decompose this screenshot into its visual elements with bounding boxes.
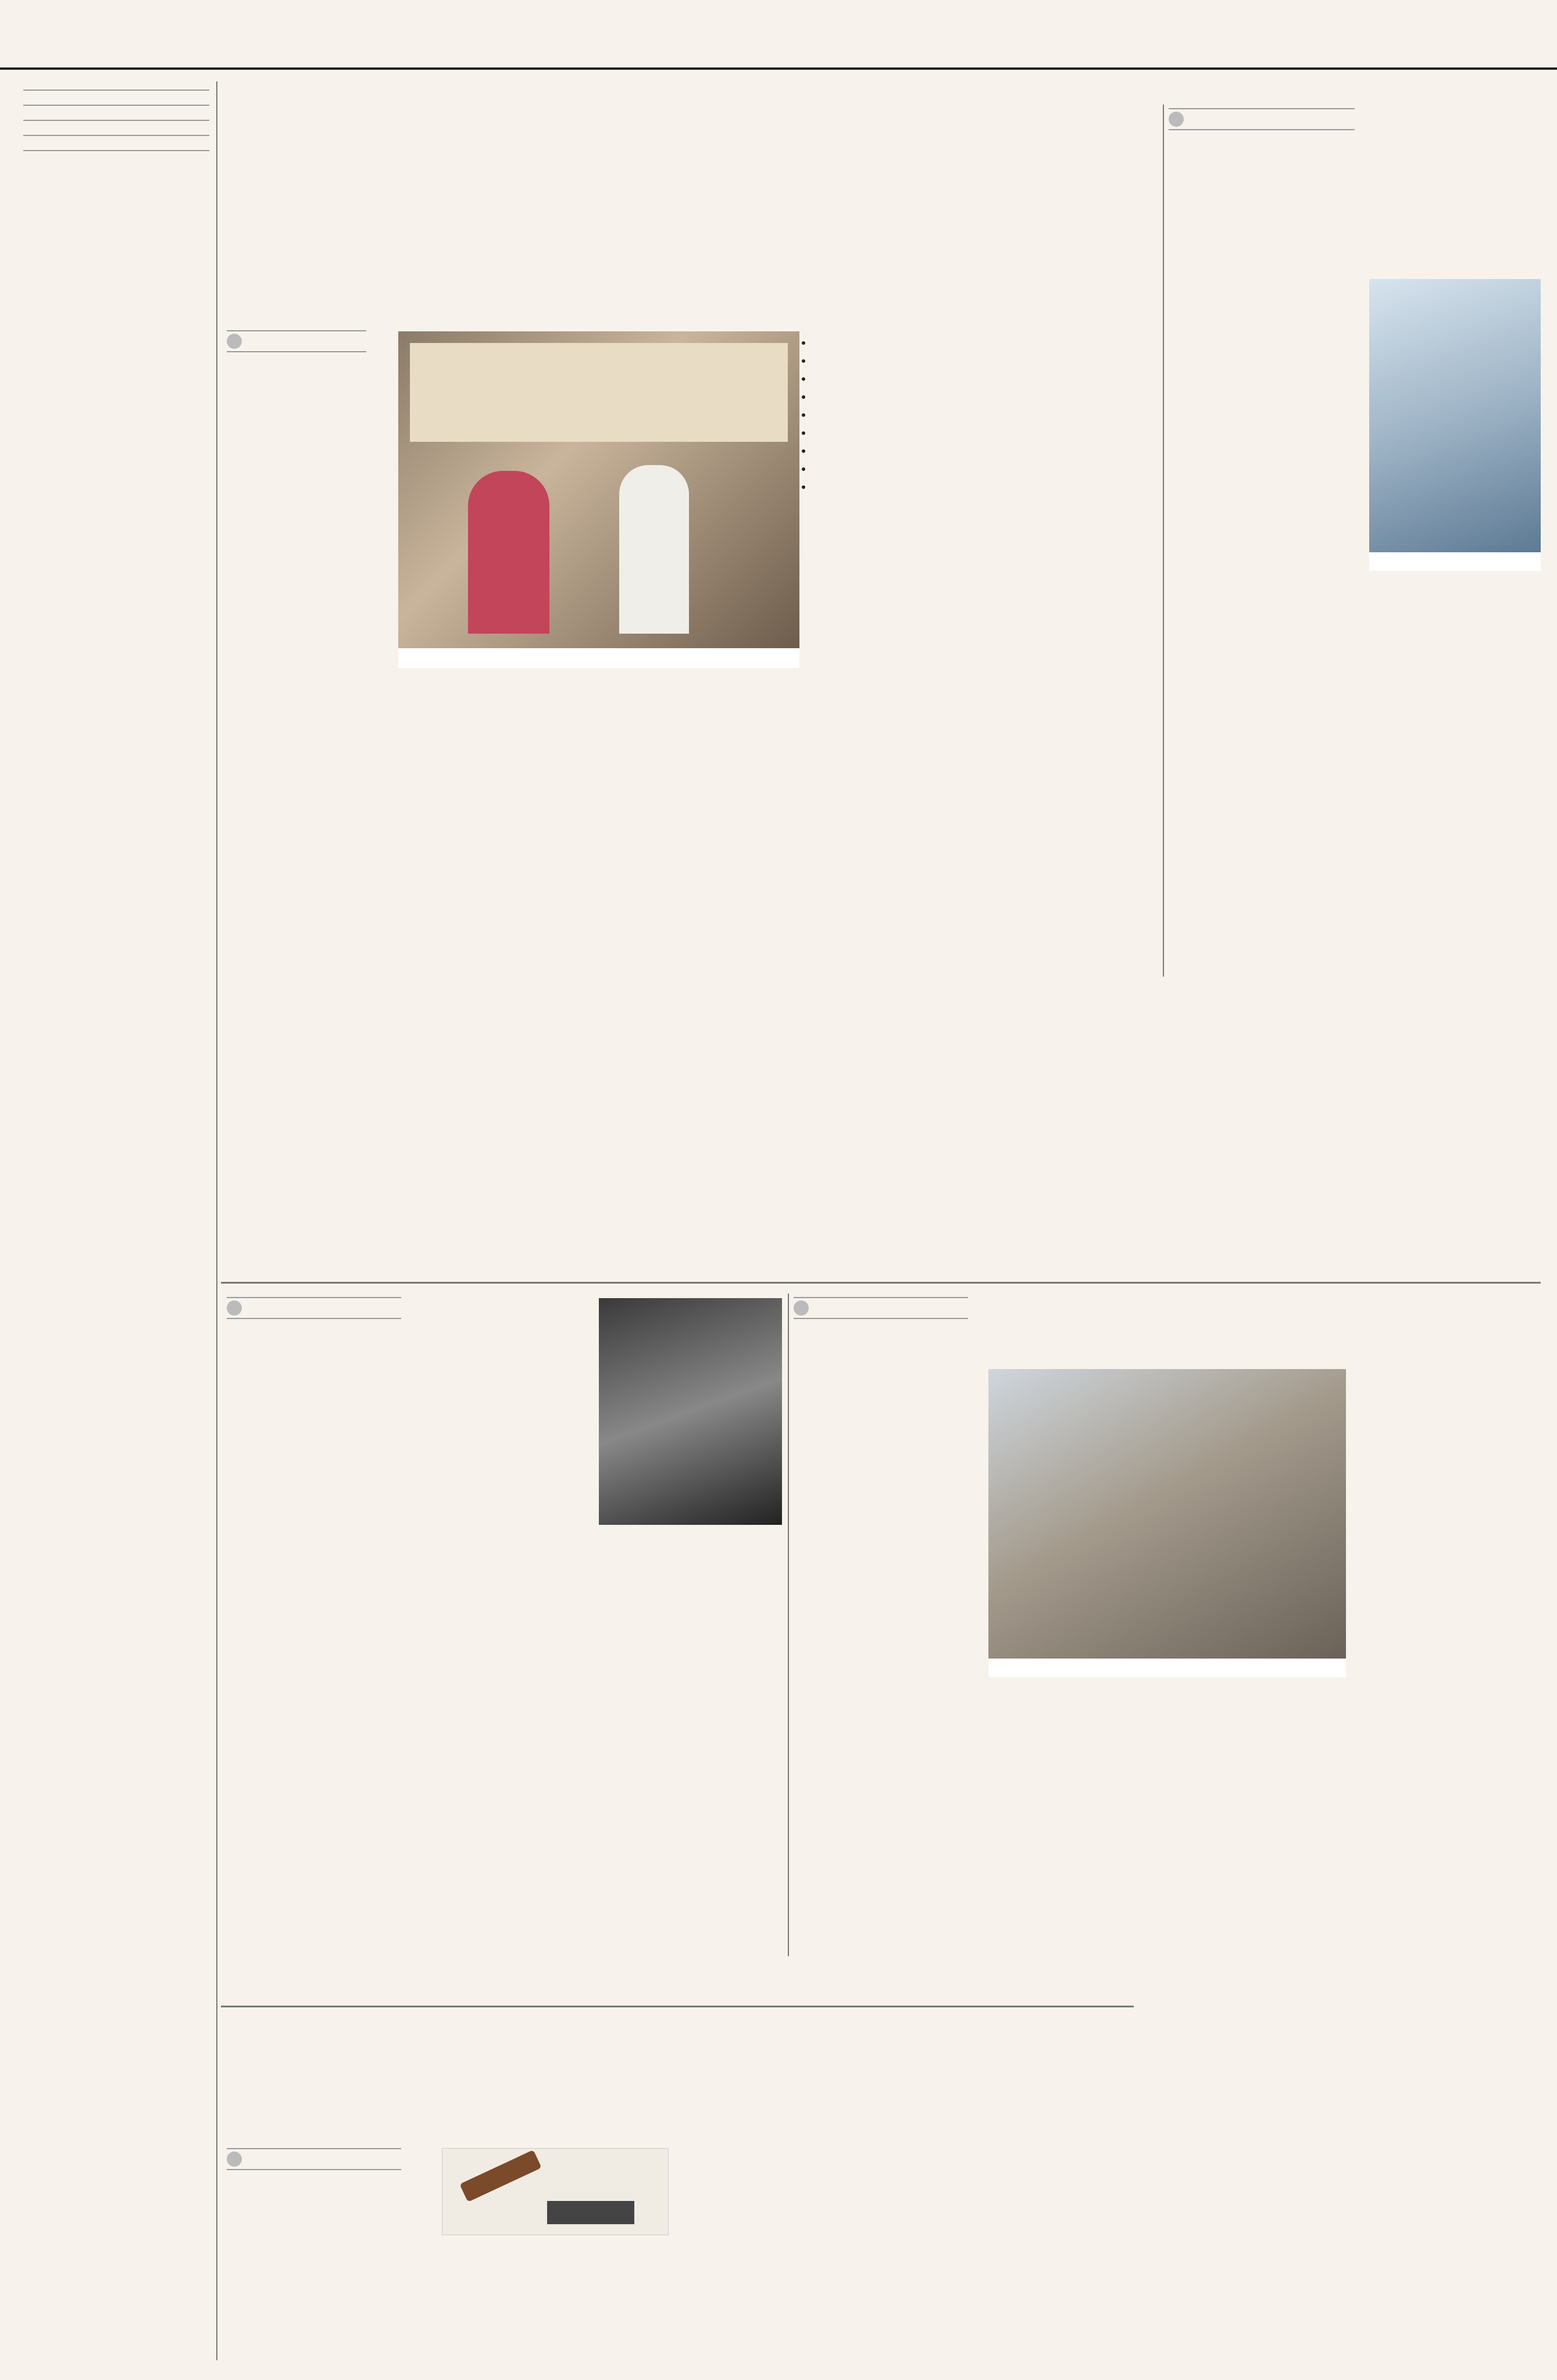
- firing-col1: [1169, 279, 1360, 977]
- lead-sidebar: [799, 654, 991, 1276]
- firing-photo-caption: [1369, 552, 1541, 571]
- section-title: [663, 10, 942, 63]
- reporter-avatar: [1169, 112, 1184, 127]
- firing-story: [1169, 105, 1541, 977]
- housing-byline: [227, 1297, 401, 1319]
- brief-item: [23, 105, 209, 112]
- list-item: [812, 371, 997, 387]
- list-item: [812, 461, 997, 477]
- family-label: [547, 2201, 634, 2224]
- lead-byline: [227, 330, 366, 352]
- housing-body: [227, 1324, 587, 1731]
- firing-byline: [1169, 108, 1355, 130]
- list-item: [812, 443, 997, 459]
- reporter-avatar: [227, 334, 242, 349]
- list-item: [812, 425, 997, 441]
- page-number: [1488, 20, 1541, 60]
- page-date: [1238, 33, 1483, 56]
- lead-photo-caption: [398, 648, 799, 668]
- lead-list-box: [799, 331, 997, 657]
- person-figure: [619, 465, 689, 634]
- firing-photo: [1369, 279, 1541, 552]
- divorce-col4: [907, 2148, 1128, 2363]
- list-item: [812, 407, 997, 423]
- divorce-col2: [442, 2238, 669, 2363]
- smuggler-content: [599, 1407, 791, 2000]
- gas-story: [1003, 323, 1157, 1276]
- brief-item: [23, 120, 209, 127]
- list-item: [812, 479, 997, 495]
- divorce-byline: [227, 2148, 401, 2170]
- list-item: [812, 335, 997, 351]
- divorce-image: [442, 2148, 669, 2235]
- gavel-icon: [459, 2150, 541, 2202]
- lead-kicker: [227, 105, 1157, 137]
- masthead: [0, 0, 1557, 70]
- lead-list: [799, 335, 997, 495]
- divorce-col1: [227, 2192, 430, 2363]
- news-brief-column: [23, 81, 209, 2360]
- divorce-mobile: [256, 2172, 401, 2189]
- brief-item: [23, 135, 209, 142]
- reporter-avatar: [227, 1300, 242, 1316]
- person-figure: [468, 471, 549, 634]
- reporter-avatar: [227, 2152, 242, 2167]
- housing-story: [227, 1293, 587, 1956]
- divorce-story: [227, 2014, 1128, 2363]
- brief-item: [23, 150, 209, 157]
- list-item: [812, 353, 997, 369]
- logo: [23, 9, 267, 62]
- firing-col2: [1369, 574, 1541, 975]
- lead-col1b: [398, 671, 584, 1276]
- lead-col1: [227, 378, 390, 1262]
- divorce-col3: [680, 2148, 895, 2363]
- lead-photo: [398, 331, 799, 651]
- lead-headline: [221, 140, 1157, 326]
- list-item: [812, 389, 997, 405]
- website: [267, 38, 500, 59]
- lead-mobile: [256, 356, 372, 373]
- shop-shelf: [410, 343, 788, 442]
- reporter-avatar: [794, 1300, 809, 1316]
- lead-col2: [593, 671, 785, 1276]
- brief-item: [23, 90, 209, 97]
- bulldozer-byline: [794, 1297, 968, 1319]
